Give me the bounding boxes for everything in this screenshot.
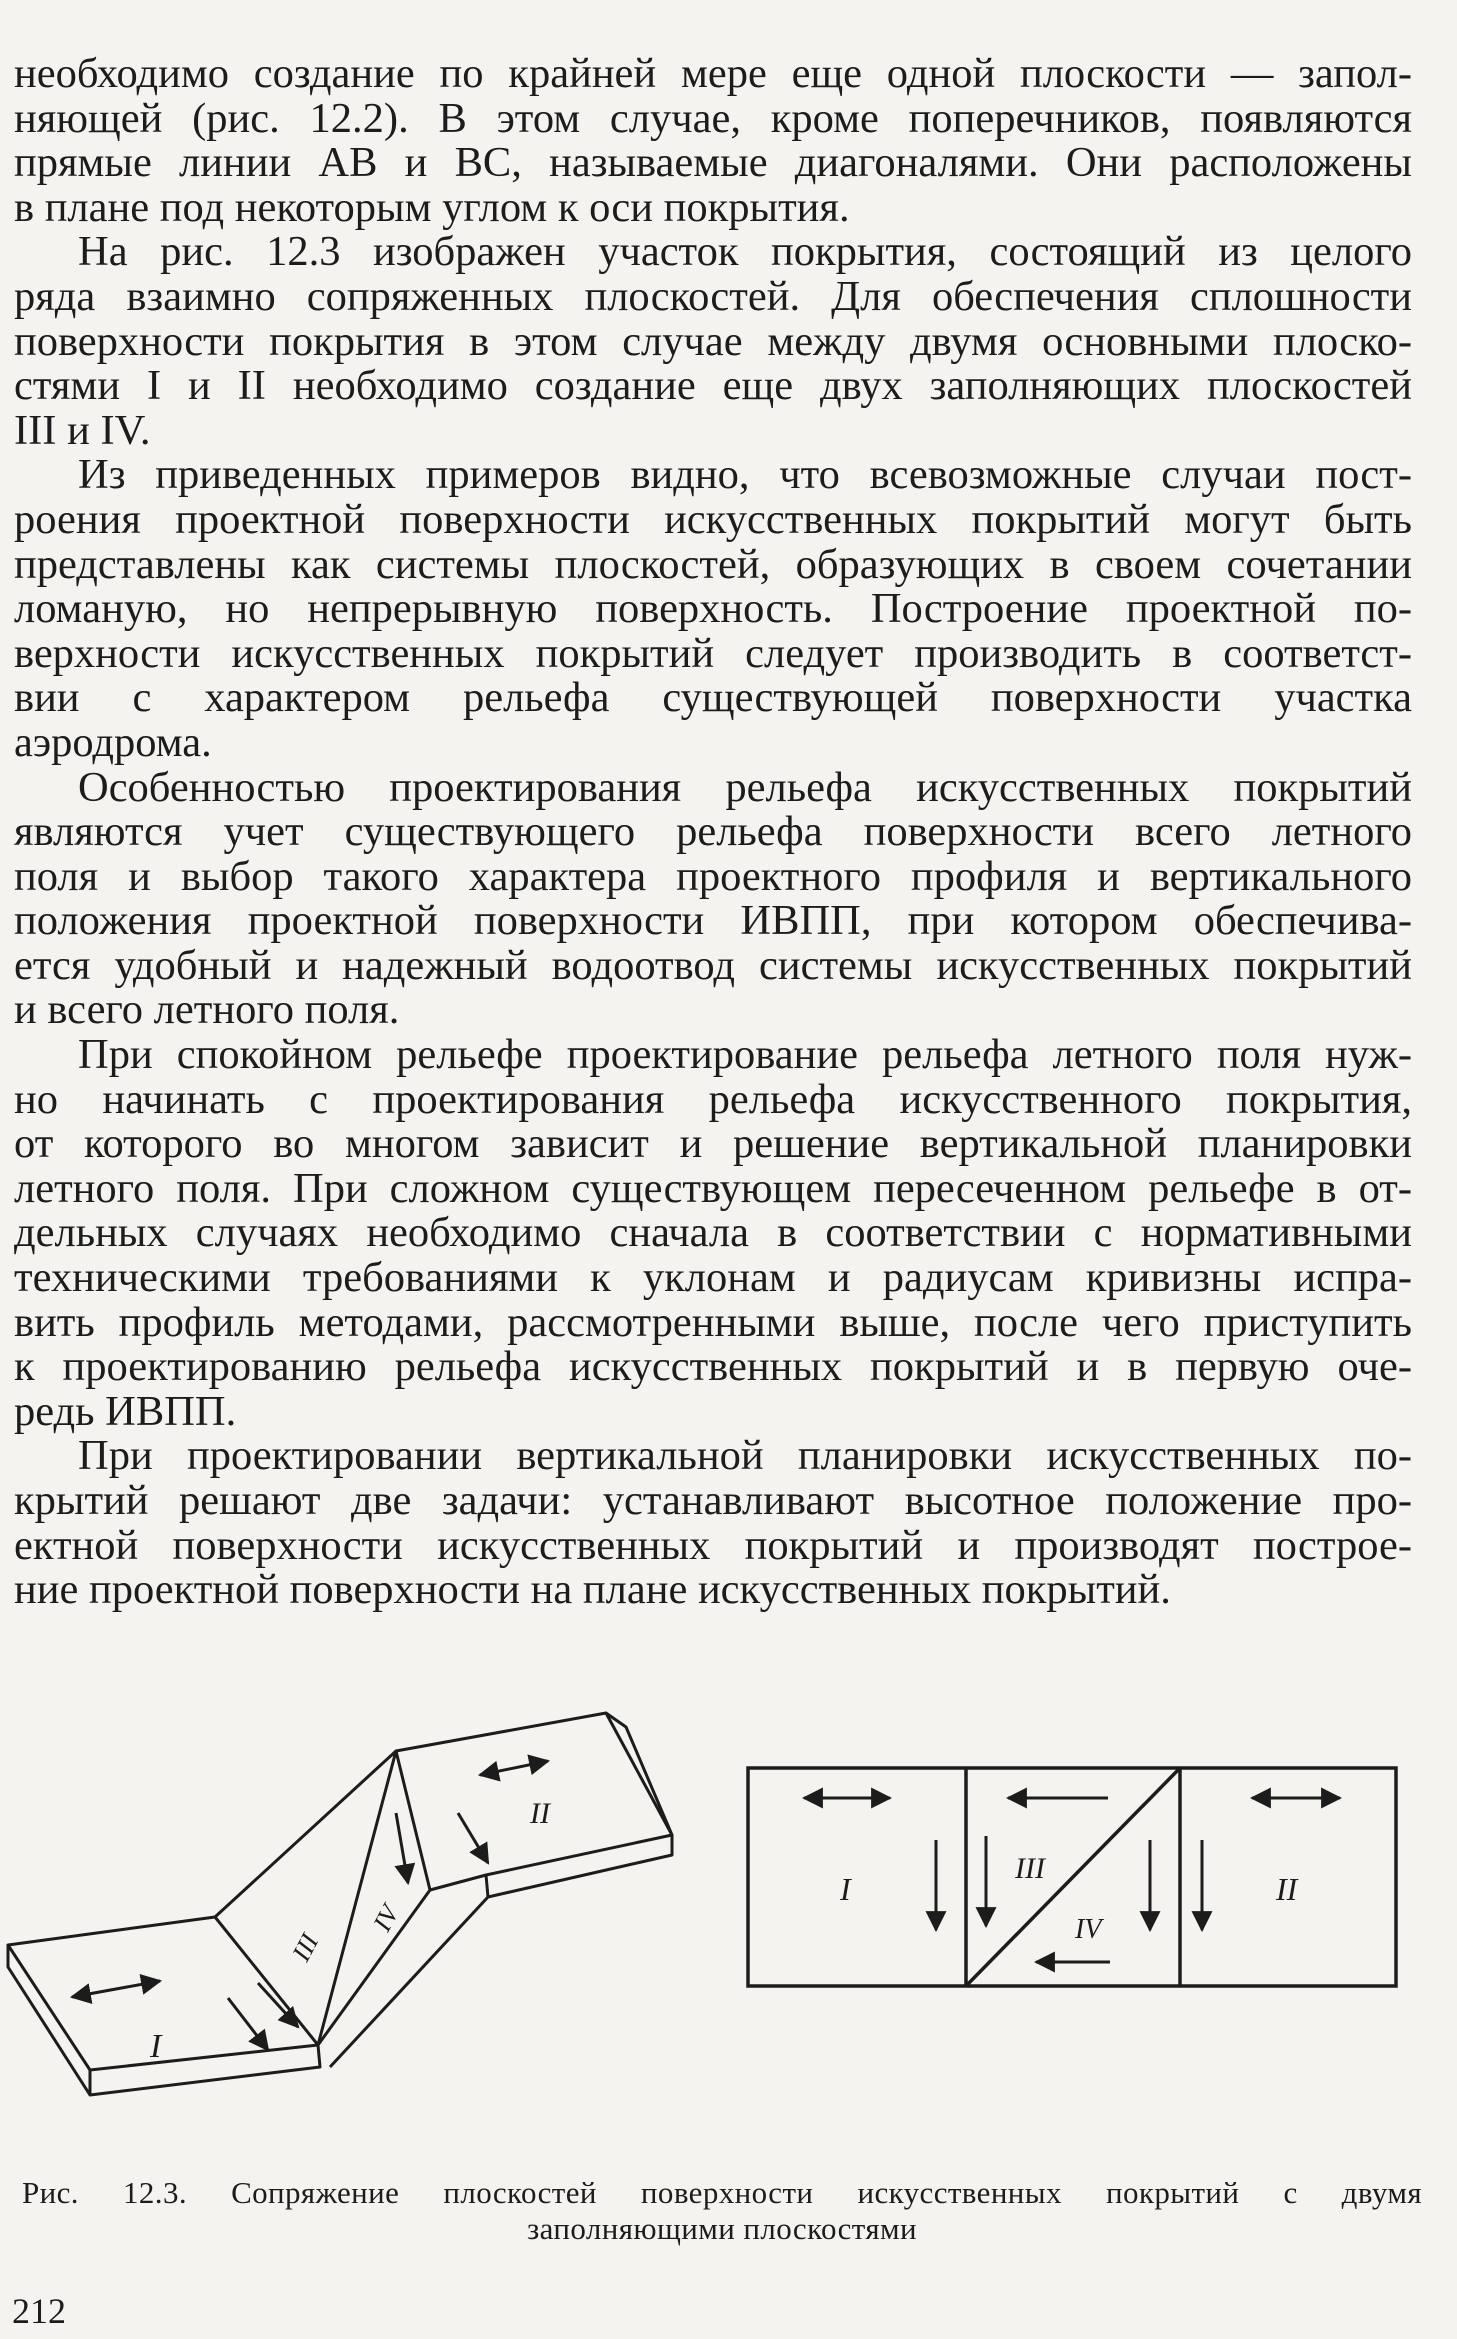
text-line: крытий решают две задачи: устанавливают высотное положение про- [14, 1479, 1412, 1524]
text-line: но начинать с проектирования рельефа искусственного покрытия, [14, 1077, 1412, 1123]
arrow-plane-1-down [228, 1998, 268, 2050]
text-line: няющей (рис. 12.2). В этом случае, кроме поперечников, появляются [14, 96, 1412, 142]
text-line: аэродрома. [14, 720, 212, 766]
text-line: редь ИВПП. [14, 1389, 237, 1435]
text-line: представлены как системы плоскостей, образующих в своем сочетании [14, 542, 1412, 588]
text-line: поверхности покрытия в этом случае между двумя основными плоско- [14, 319, 1412, 365]
text-line: III и IV. [14, 408, 151, 454]
text-line: вить профиль методами, рассмотренными выше, после чего приступить [14, 1300, 1412, 1346]
plan-label-3: III [1015, 1852, 1045, 1885]
text-line: положения проектной поверхности ИВПП, при котором обеспечива- [14, 899, 1412, 944]
caption-line-2: заполняющими плоскостями [527, 2211, 917, 2246]
arrow-plane-2 [480, 1761, 548, 1775]
plan-label-1: I [840, 1871, 851, 1907]
body-text [14, 52, 1412, 1613]
plan-label-4: IV [1075, 1914, 1102, 1945]
plan-view-figure [740, 1740, 1412, 2010]
text-line: поля и выбор такого характера проектного профиля и вертикального [14, 854, 1412, 900]
text-line: Особенностью проектирования рельефа искусственных покрытий [78, 765, 1412, 811]
text-line: стями I и II необходимо создание еще двух заполняющих плоскостей [14, 364, 1412, 409]
text-line: ется удобный и надежный водоотвод системы искусственных покрытий [14, 943, 1412, 989]
arrow-plane-2-down [458, 1813, 488, 1863]
text-line: Из приведенных примеров видно, что всевозможные случаи пост- [78, 453, 1412, 498]
text-line: летного поля. При сложном существующем пересеченном рельефе в от- [14, 1166, 1412, 1212]
label-plane-3: III [286, 1929, 325, 1966]
text-line: верхности искусственных покрытий следует производить в соответст- [14, 631, 1412, 677]
arrow-plane-3-down [258, 1983, 298, 2027]
text-line: роения проектной поверхности искусственных покрытий могут быть [14, 497, 1412, 543]
plan-label-2: II [1276, 1871, 1298, 1907]
text-line: в плане под некоторым углом к оси покрытия. [14, 185, 850, 231]
label-plane-1: I [150, 2028, 162, 2065]
text-line: ние проектной поверхности на плане искусственных покрытий. [14, 1568, 1171, 1613]
text-line: и всего летного поля. [14, 988, 400, 1034]
plane-1-edge [8, 1945, 320, 2095]
text-line: необходимо создание по крайней мере еще одной плоскости — запол- [14, 52, 1412, 97]
figure-caption [22, 2175, 1422, 2247]
text-line: ряда взаимно сопряженных плоскостей. Для обеспечения сплошности [14, 274, 1412, 320]
text-line: ектной поверхности искусственных покрытий и производят построе- [14, 1523, 1412, 1569]
text-line: На рис. 12.3 изображен участок покрытия, состоящий из целого [78, 230, 1412, 275]
text-line: При спокойном рельефе проектирование рельефа летного поля нуж- [78, 1033, 1412, 1078]
text-line: прямые линии AB и BC, называемые диагоналями. Они расположены [14, 141, 1412, 186]
text-line: являются учет существующего рельефа поверхности всего летного [14, 810, 1412, 855]
caption-line-1: Рис. 12.3. Сопряжение плоскостей поверхности искусственных покрытий с двумя [22, 2175, 1422, 2210]
plane-2-edge [330, 1835, 672, 2067]
arrow-plane-1 [72, 1981, 160, 1997]
page-number: 212 [12, 2291, 66, 2331]
text-line: При проектировании вертикальной планировки искусственных по- [78, 1434, 1412, 1479]
perspective-planes-figure [0, 1705, 690, 2125]
text-line: техническими требованиями к уклонам и радиусам кривизны испра- [14, 1256, 1412, 1301]
label-plane-4: IV [367, 1900, 405, 1936]
plane-1-face [8, 1917, 318, 2070]
text-line: дельных случаях необходимо сначала в соответствии с нормативными [14, 1211, 1412, 1257]
plane-3-face [215, 1751, 396, 2045]
plane-4-face [318, 1751, 430, 2045]
text-line: от которого во многом зависит и решение вертикальной планировки [14, 1122, 1412, 1167]
text-line: вии с характером рельефа существующей поверхности участка [14, 676, 1412, 721]
plan-diagonal [966, 1768, 1180, 1986]
text-line: к проектированию рельефа искусственных покрытий и в первую оче- [14, 1345, 1412, 1390]
text-line: ломаную, но непрерывную поверхность. Построение проектной по- [14, 587, 1412, 632]
arrow-plane-4-down [396, 1813, 408, 1883]
label-plane-2: II [530, 1797, 550, 1830]
